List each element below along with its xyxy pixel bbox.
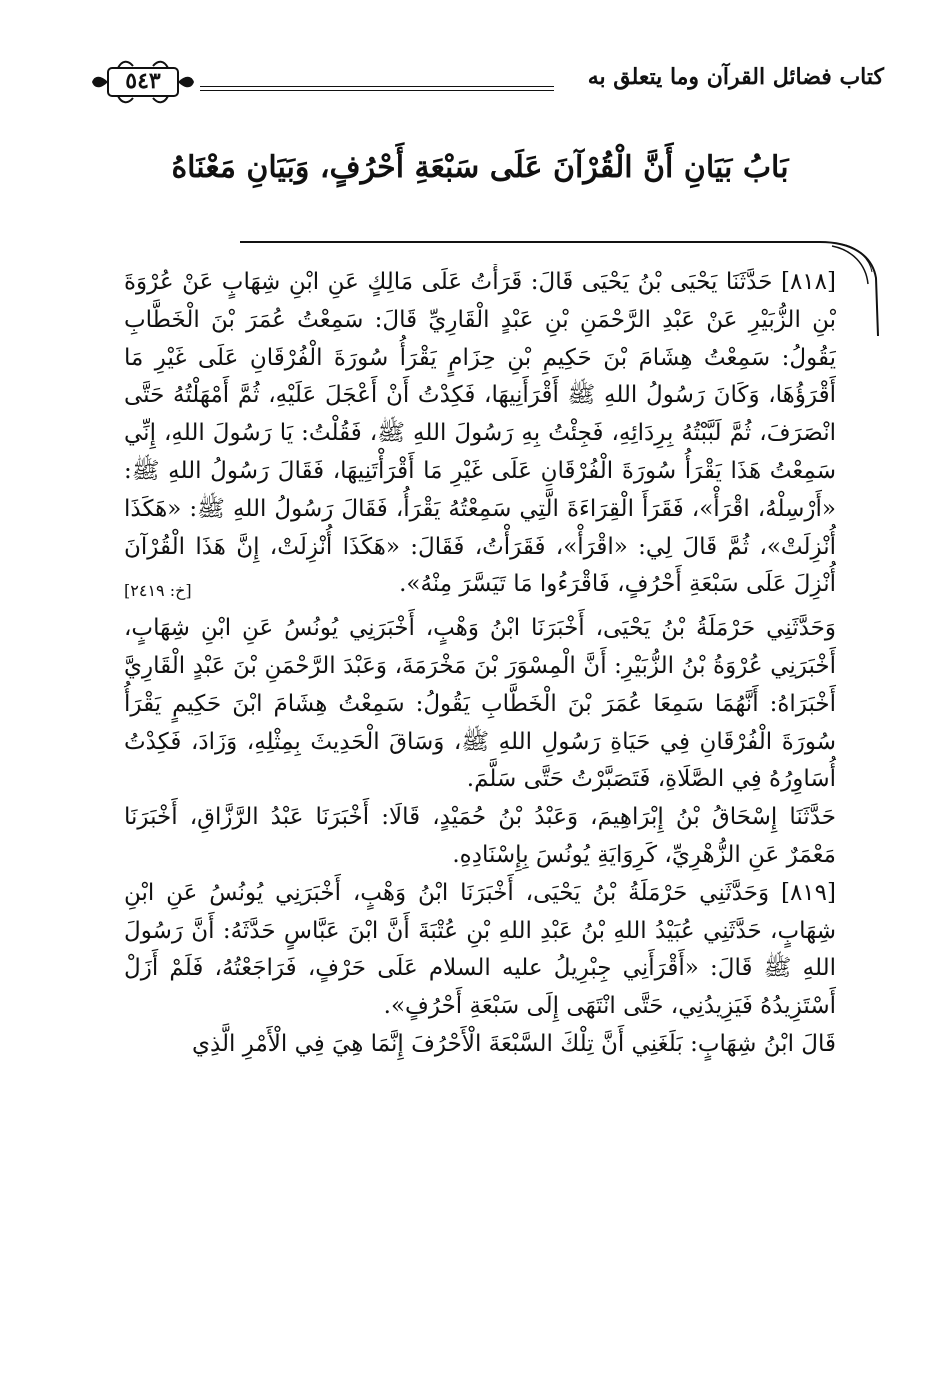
- paragraph-5: قَالَ ابْنُ شِهَابٍ: بَلَغَنِي أَنَّ تِلْكَ السَّبْعَةَ الْأَحْرُفَ إِنَّمَا هِيَ فِي الْأَمْرِ الَّذِي: [191, 1030, 836, 1057]
- header-rule: [200, 86, 554, 91]
- reference-tag: [خ: ٢٤١٩]: [124, 581, 192, 601]
- running-header: [88, 54, 884, 110]
- body-text: [124, 264, 836, 1064]
- chapter-title: بَابُ بَيَانِ أَنَّ الْقُرْآنَ عَلَى سَبْعَةِ أَحْرُفٍ، وَبَيَانِ مَعْنَاهُ: [171, 150, 789, 185]
- page-number: ٥٤٣: [125, 68, 161, 94]
- hadith-819: [٨١٩] وَحَدَّثَنِي حَرْمَلَةُ بْنُ يَحْيَى، أَخْبَرَنَا ابْنُ وَهْبٍ، أَخْبَرَنِي يُونُسُ عَنِ ابْنِ شِهَابٍ، حَدَّثَنِي عُبَيْدُ اللهِ بْنُ عَبْدِ اللهِ بْنِ عُتْبَةَ أَنَّ ابْنَ عَبَّاسٍ حَدَّثَهُ: أَنَّ رَسُولَ اللهِ ﷺ قَالَ: «أَقْرَأَنِي جِبْرِيلُ عليه السلام عَلَى حَرْفٍ، فَرَاجَعْتُهُ، فَلَمْ أَزَلْ أَسْتَزِيدُهُ فَيَزِيدُنِي، حَتَّى انْتَهَى إِلَى سَبْعَةِ أَحْرُفٍ».: [124, 879, 836, 1020]
- book-title: كتاب فضائل القرآن وما يتعلق به: [587, 64, 884, 90]
- paragraph-2: وَحَدَّثَنِي حَرْمَلَةُ بْنُ يَحْيَى، أَخْبَرَنَا ابْنُ وَهْبٍ، أَخْبَرَنِي يُونُسُ عَنِ ابْنِ شِهَابٍ، أَخْبَرَنِي عُرْوَةُ بْنُ الزُّبَيْرِ: أَنَّ الْمِسْوَرَ بْنَ مَخْرَمَةَ، وَعَبْدَ الرَّحْمَنِ بْنَ عَبْدٍ الْقَارِيَّ أَخْبَرَاهُ: أَنَّهُمَا سَمِعَا عُمَرَ بْنَ الْخَطَّابِ يَقُولُ: سَمِعْتُ هِشَامَ ابْنَ حَكِيمٍ يَقْرَأُ سُورَةَ الْفُرْقَانِ فِي حَيَاةِ رَسُولِ اللهِ ﷺ، وَسَاقَ الْحَدِيثَ بِمِثْلِهِ، وَزَادَ، فَكِدْتُ أُسَاوِرُهُ فِي الصَّلَاةِ، فَتَصَبَّرْتُ حَتَّى سَلَّمَ.: [124, 615, 837, 793]
- page-number-frame: [88, 54, 198, 110]
- paragraph-3: حَدَّثَنَا إِسْحَاقُ بْنُ إِبْرَاهِيمَ، وَعَبْدُ بْنُ حُمَيْدٍ، قَالَا: أَخْبَرَنَا عَبْدُ الرَّزَّاقِ، أَخْبَرَنَا مَعْمَرٌ عَنِ الزُّهْرِيِّ، كَرِوَايَةِ يُونُسَ بِإِسْنَادِهِ.: [124, 804, 836, 868]
- paragraph-text: [٨١٨] حَدَّثَنَا يَحْيَى بْنُ يَحْيَى قَالَ: قَرَأْتُ عَلَى مَالِكٍ عَنِ ابْنِ شِهَابٍ عَنْ عُرْوَةَ بْنِ الزُّبَيْرِ عَنْ عَبْدِ الرَّحْمَنِ بْنِ عَبْدٍ الْقَارِيِّ قَالَ: سَمِعْتُ عُمَرَ بْنَ الْخَطَّابِ يَقُولُ: سَمِعْتُ هِشَامَ بْنَ حَكِيمِ بْنِ حِزَامٍ يَقْرَأُ سُورَةَ الْفُرْقَانِ عَلَى غَيْرِ مَا أَقْرَؤُهَا، وَكَانَ رَسُولُ اللهِ ﷺ أَقْرَأَنِيهَا، فَكِدْتُ أَنْ أَعْجَلَ عَلَيْهِ، ثُمَّ أَمْهَلْتُهُ حَتَّى انْصَرَفَ، ثُمَّ لَبَّبْتُهُ بِرِدَائِهِ، فَجِئْتُ بِهِ رَسُولَ اللهِ ﷺ، فَقُلْتُ: يَا رَسُولَ اللهِ، إِنِّي سَمِعْتُ هَذَا يَقْرَأُ سُورَةَ الْفُرْقَانِ عَلَى غَيْرِ مَا أَقْرَأْتَنِيهَا، فَقَالَ رَسُولُ اللهِ ﷺ: «أَرْسِلْهُ، اقْرَأْ»، فَقَرَأَ الْقِرَاءَةَ الَّتِي سَمِعْتُهُ يَقْرَأُ، فَقَالَ رَسُولُ اللهِ ﷺ: «هَكَذَا أُنْزِلَتْ»، ثُمَّ قَالَ لِي: «اقْرَأْ»، فَقَرَأْتُ، فَقَالَ: «هَكَذَا أُنْزِلَتْ، إِنَّ هَذَا الْقُرْآنَ أُنْزِلَ عَلَى سَبْعَةِ أَحْرُفٍ، فَاقْرَءُوا مَا تَيَسَّرَ مِنْهُ».: [124, 269, 836, 598]
- hadith-818: [124, 264, 836, 610]
